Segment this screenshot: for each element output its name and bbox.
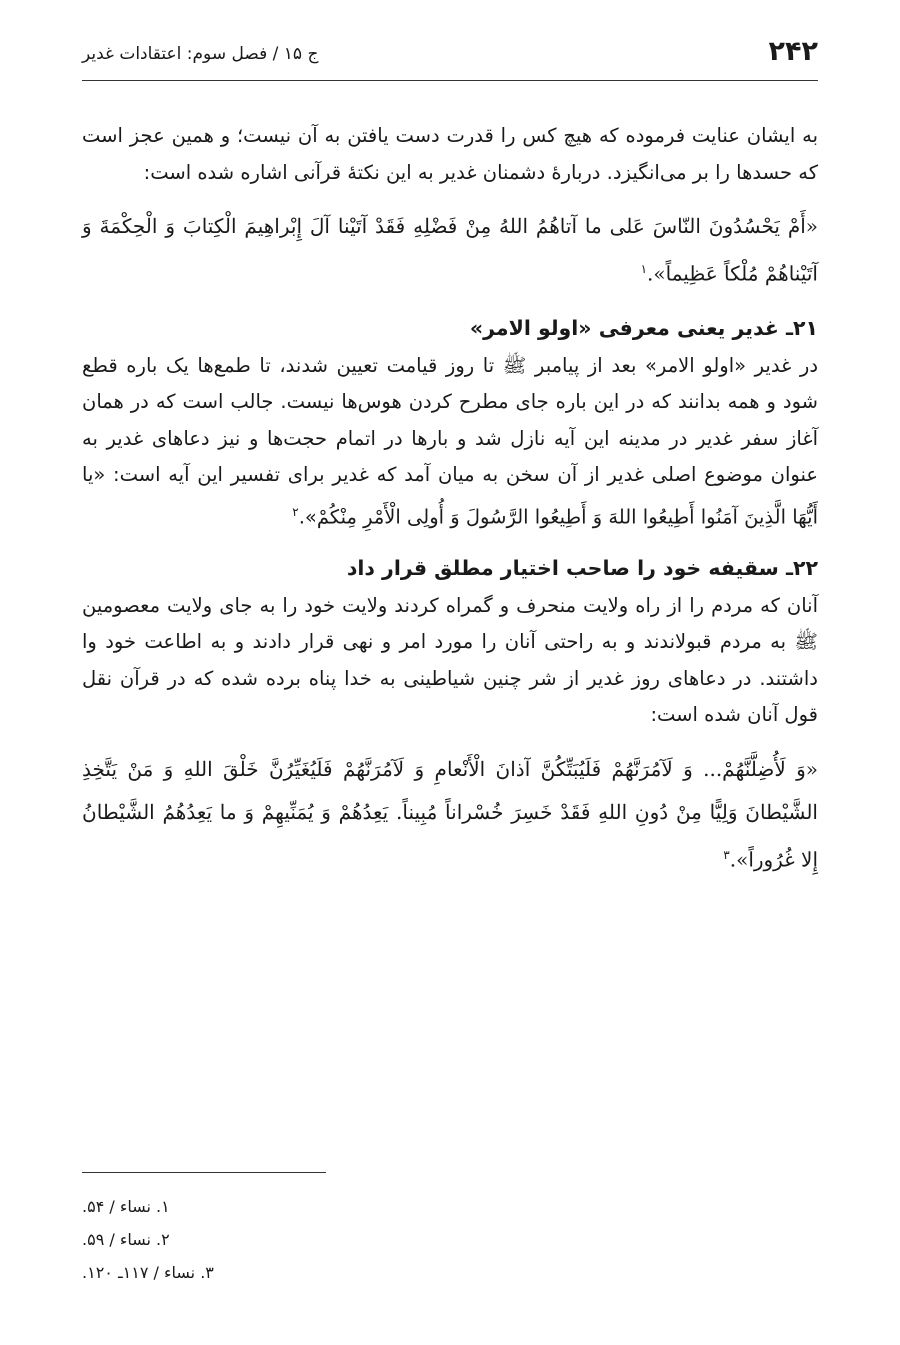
footnote-ref-3: ۳ [723,847,730,862]
quran-verse-1 [82,205,818,296]
header-rule [82,80,818,81]
page-number: ۲۴۲ [768,36,818,67]
footnote-rule [82,1172,326,1173]
quran-verse-2 [82,748,818,882]
paragraph-intro: به ایشان عنایت فرموده که هیچ کس را قدرت دست یافتن به آن نیست؛ و همین عجز است که حسدها را بر می‌انگیزد. دربارهٔ دشمنان غدیر به این نکتهٔ قرآنی اشاره شده است: [82,124,818,184]
footnote-ref-1: ۱ [640,262,648,276]
verse-1-text: «أَمْ یَحْسُدُونَ النّاسَ عَلی ما آتاهُمُ اللهُ مِنْ فَضْلِهِ فَقَدْ آتَیْنا آلَ إِبْراهِیمَ الْکِتابَ وَ الْحِکْمَةَ وَ آتَیْناهُمْ مُلْکاً عَظِیماً». [82,214,818,286]
page-header [82,36,818,76]
footnote-3: ۳. نساء / ۱۱۷ـ ۱۲۰. [82,1263,214,1282]
running-head: ج ۱۵ / فصل سوم: اعتقادات غدیر [82,44,319,64]
section-22-title: ۲۲ـ سقیفه خود را صاحب اختیار مطلق قرار داد [346,555,818,580]
footnote-2: ۲. نساء / ۵۹. [82,1230,170,1249]
paragraph-section-21 [82,348,818,536]
section-21-text: در غدیر «اولو الامر» بعد از پیامبر ﷺ تا روز قیامت تعیین شدند، تا طمع‌ها یک باره قطع شود و همه بدانند که در این باره جای مطرح کردن هوس‌ها نیست. جالب است که در همان آغاز سفر غدیر در مدینه این آیه نازل شد و بارها در اتمام حجت‌ها و نیز دعاهای غدیر به عنوان موضوع اصلی غدیر از آن سخن به میان آمد که غدیر برای تفسیر این آیه است: «یا أَیُّهَا الَّذِینَ آمَنُوا أَطِیعُوا اللهَ وَ أَطِیعُوا الرَّسُولَ وَ أُولِی الْأَمْرِ مِنْکُمْ». [82,353,818,529]
footnote-ref-2: ۲ [292,504,299,519]
section-21-title: ۲۱ـ غدیر یعنی معرفی «اولو الامر» [469,315,818,340]
footnotes [82,1190,818,1289]
page-body [82,118,818,881]
paragraph-section-22: آنان که مردم را از راه ولایت منحرف و گمراه کردند ولایت خود را به جای ولایت معصومین ﷺ به مردم قبولاندند و به راحتی آنان را مورد امر و نهی قرار دادند و به اطاعت خود وا داشتند. در دعاهای روز غدیر از شر چنین شیاطینی به خدا پناه برده شده که در قرآن نقل قول آنان شده است: [82,593,818,727]
verse-2-text: «وَ لَأُضِلَّنَّهُمْ... وَ لَآمُرَنَّهُمْ فَلَیُبَتِّکُنَّ آذانَ الْأَنْعامِ وَ لَآمُرَنَّهُمْ فَلَیُغَیِّرُنَّ خَلْقَ اللهِ وَ مَنْ یَتَّخِذِ الشَّیْطانَ وَلِیًّا مِنْ دُونِ اللهِ فَقَدْ خَسِرَ خُسْراناً مُبِیناً. یَعِدُهُمْ وَ یُمَنِّیهِمْ وَ ما یَعِدُهُمُ الشَّیْطانُ إِلا غُرُوراً». [82,756,818,872]
footnote-1: ۱. نساء / ۵۴. [82,1197,170,1216]
